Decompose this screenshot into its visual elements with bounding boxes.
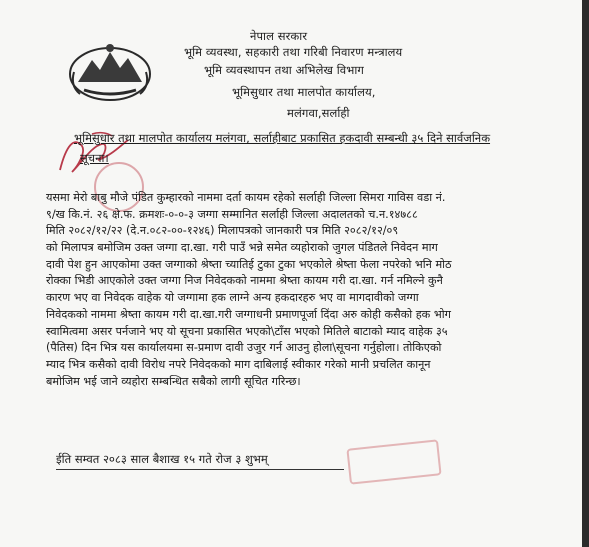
- body-line: दावी पेश हुन आएकोमा उक्त जग्गाको श्रेष्ता च्यातिई टुका टुका भएकोले श्रेष्ता फेला नपरेको भनि मोठ: [46, 257, 452, 271]
- notice-title-line-2: सूचना।: [80, 151, 109, 165]
- body-line: रोक्का भिडी आएकोले उक्त जग्गा निज निवेदकको नाममा श्रेष्ता कायम गरी दा.खा. गर्न नमिल्ने कुनै: [46, 274, 443, 288]
- bottom-stamp-icon: [346, 439, 441, 484]
- date-line: ईति सम्वत २०८३ साल बैशाख १५ गते रोज ३ शुभम्: [56, 452, 268, 466]
- header-ministry: भूमि व्यवस्था, सहकारी तथा गरिबी निवारण मन्त्रालय: [184, 45, 403, 59]
- body-line: यसमा मेरो बाबु मौजे पंडित कुम्हारको नाममा दर्ता कायम रहेको सर्लाही जिल्ला सिमरा गाविस वडा नं.: [46, 191, 446, 204]
- header-office: भूमिसुधार तथा मालपोत कार्यालय,: [232, 85, 376, 99]
- letterhead: [0, 0, 589, 125]
- body-line: म्याद भित्र कसैको दावी विरोध नपरे निवेदकको माग दाबिलाई स्वीकार गरेको मानी प्रचलित कानून: [46, 357, 431, 371]
- body-line: को मिलापत्र बमोजिम उक्त जग्गा दा.खा. गरी पाउँ भन्ने समेत व्यहोराको जुगल पंडितले निवेदन माग: [46, 241, 438, 255]
- body-line: स्वामित्वमा असर पर्नजाने भए यो सूचना प्रकासित भएको\टाँस भएको मितिले बाटाको म्याद वाहेक ३५: [46, 324, 448, 338]
- date-underline: [56, 469, 344, 470]
- body-line: ९/ख कि.नं. २६ क्षे.फ. क्रमशः-०-०-३ जग्गा सम्मानित सर्लाही जिल्ला अदालतको च.न.१४७८८: [46, 207, 418, 221]
- notice-title-line-1: भूमिसुधार तथा मालपोत कार्यालय मलंगवा, सर्लाहीबाट प्रकासित हकदावी सम्बन्धी ३५ दिने सार्वजनिक: [74, 131, 491, 145]
- body-line: मिति २०८२/१२/२२ (दे.न.०८२-००-१२४६) मिलापत्रको जानकारी पत्र मिति २०८२/१२/०९: [46, 224, 399, 238]
- header-department: भूमि व्यवस्थापन तथा अभिलेख विभाग: [204, 63, 364, 77]
- nepal-emblem-icon: [64, 42, 156, 102]
- body-line: कारण भए वा निवेदक वाहेक यो जग्गामा हक लाग्ने अन्य हकदारहरु भए वा मागदावीको जग्गा: [46, 291, 419, 305]
- header-location: मलंगवा,सर्लाही: [287, 106, 350, 120]
- body-line: निवेदकको नाममा श्रेष्ता कायम गरी दा.खा.गरी जग्गाधनी प्रमाणपूर्जा दिंदा अरु कोही कसैको हक भोग: [46, 307, 451, 321]
- body-line: (पैतिस) दिन भित्र यस कार्यालयमा स-प्रमाण दावी उजुर गर्न आउनु होला\सूचना गर्नुहोला। तोकिएको: [46, 341, 442, 355]
- header-govt: नेपाल सरकार: [250, 29, 308, 43]
- notice-body: [46, 190, 566, 390]
- body-line: बमोजिम भई जाने व्यहोरा सम्बन्धित सबैको लागी सूचित गरिन्छ।: [46, 374, 301, 388]
